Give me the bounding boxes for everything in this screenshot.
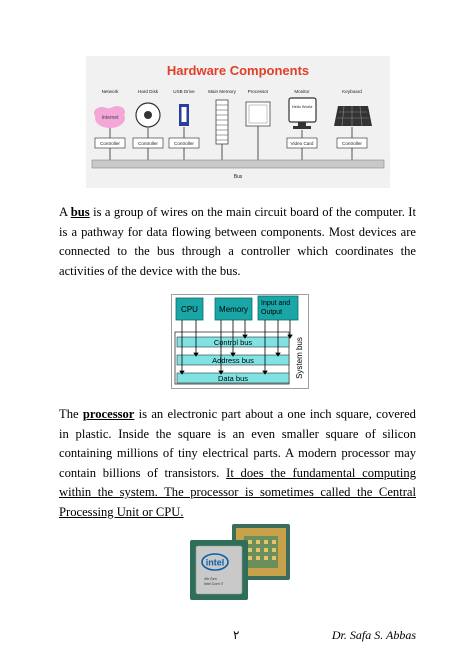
io-label-line2: Output <box>261 309 283 316</box>
processor-term: processor <box>82 407 135 421</box>
page-number: ٢ <box>233 628 240 642</box>
bus-bar <box>92 160 384 168</box>
intel-processor-image <box>186 522 294 614</box>
controller-keyboard: Controller <box>342 141 362 146</box>
processor-front-icon <box>190 540 248 600</box>
device-label-monitor: Monitor <box>294 89 310 94</box>
processor-icon <box>246 102 270 126</box>
processor-paragraph <box>59 405 416 523</box>
controller-hard-disk: Controller <box>138 141 158 146</box>
chip-gen-text: 4th Gen <box>204 577 217 581</box>
device-label-hard-disk: Hard Disk <box>137 89 159 94</box>
processor-paragraph-text: is an electronic part about a one inch square, covered in plastic. Inside the square is an even smaller square of silicon containing millions of tiny electrical parts. A modern processor may contain billions of transistors. <box>59 407 416 480</box>
device-label-network: Network <box>101 89 119 94</box>
bus-term: bus <box>70 205 90 219</box>
hard-disk-icon <box>136 103 160 127</box>
usb-drive-icon <box>179 104 189 126</box>
cpu-label: CPU <box>181 305 198 314</box>
monitor-screen-text: Hello World <box>291 104 313 109</box>
bus-paragraph-start: A <box>59 205 71 219</box>
intel-logo-text: intel <box>205 557 225 568</box>
processor-paragraph-start: The <box>59 407 83 421</box>
device-label-main-memory: Main Memory <box>208 89 236 94</box>
main-memory-icon <box>216 100 228 144</box>
controller-video-card: Video Card <box>290 141 314 146</box>
io-label-line1: Input and <box>261 300 291 307</box>
author-name: Dr. Safa S. Abbas <box>331 628 416 642</box>
hardware-components-figure <box>86 56 390 188</box>
bus-paragraph-text: is a group of wires on the main circuit board of the computer. It is a pathway for data flowing between components. Most devices are connected to the bus through a controller which coordinates the activities of the device with the bus. <box>59 205 416 278</box>
device-label-usb-drive: USB Drive <box>173 89 195 94</box>
system-bus-label: System bus <box>295 337 304 379</box>
bus-paragraph <box>59 203 416 281</box>
figure-title: Hardware Components <box>166 63 310 78</box>
chip-model-text: Intel Core i7 <box>204 582 224 586</box>
keyboard-icon <box>334 106 372 126</box>
address-bus-label: Address bus <box>212 356 254 365</box>
controller-usb: Controller <box>174 141 194 146</box>
device-label-processor: Processor <box>247 89 269 94</box>
cloud-text: Internet <box>101 115 119 121</box>
data-bus-label: Data bus <box>217 374 249 383</box>
control-bus-label: Control bus <box>213 338 253 347</box>
bus-label: Bus <box>233 174 243 180</box>
memory-label: Memory <box>219 305 248 314</box>
processor-underlined-text: It does the fundamental computing within the system. The processor is sometimes called the Central Processing Unit or CPU. <box>59 465 416 519</box>
controller-network: Controller <box>100 141 120 146</box>
device-label-keyboard: Keyboard <box>342 89 362 94</box>
system-bus-figure <box>171 294 309 389</box>
